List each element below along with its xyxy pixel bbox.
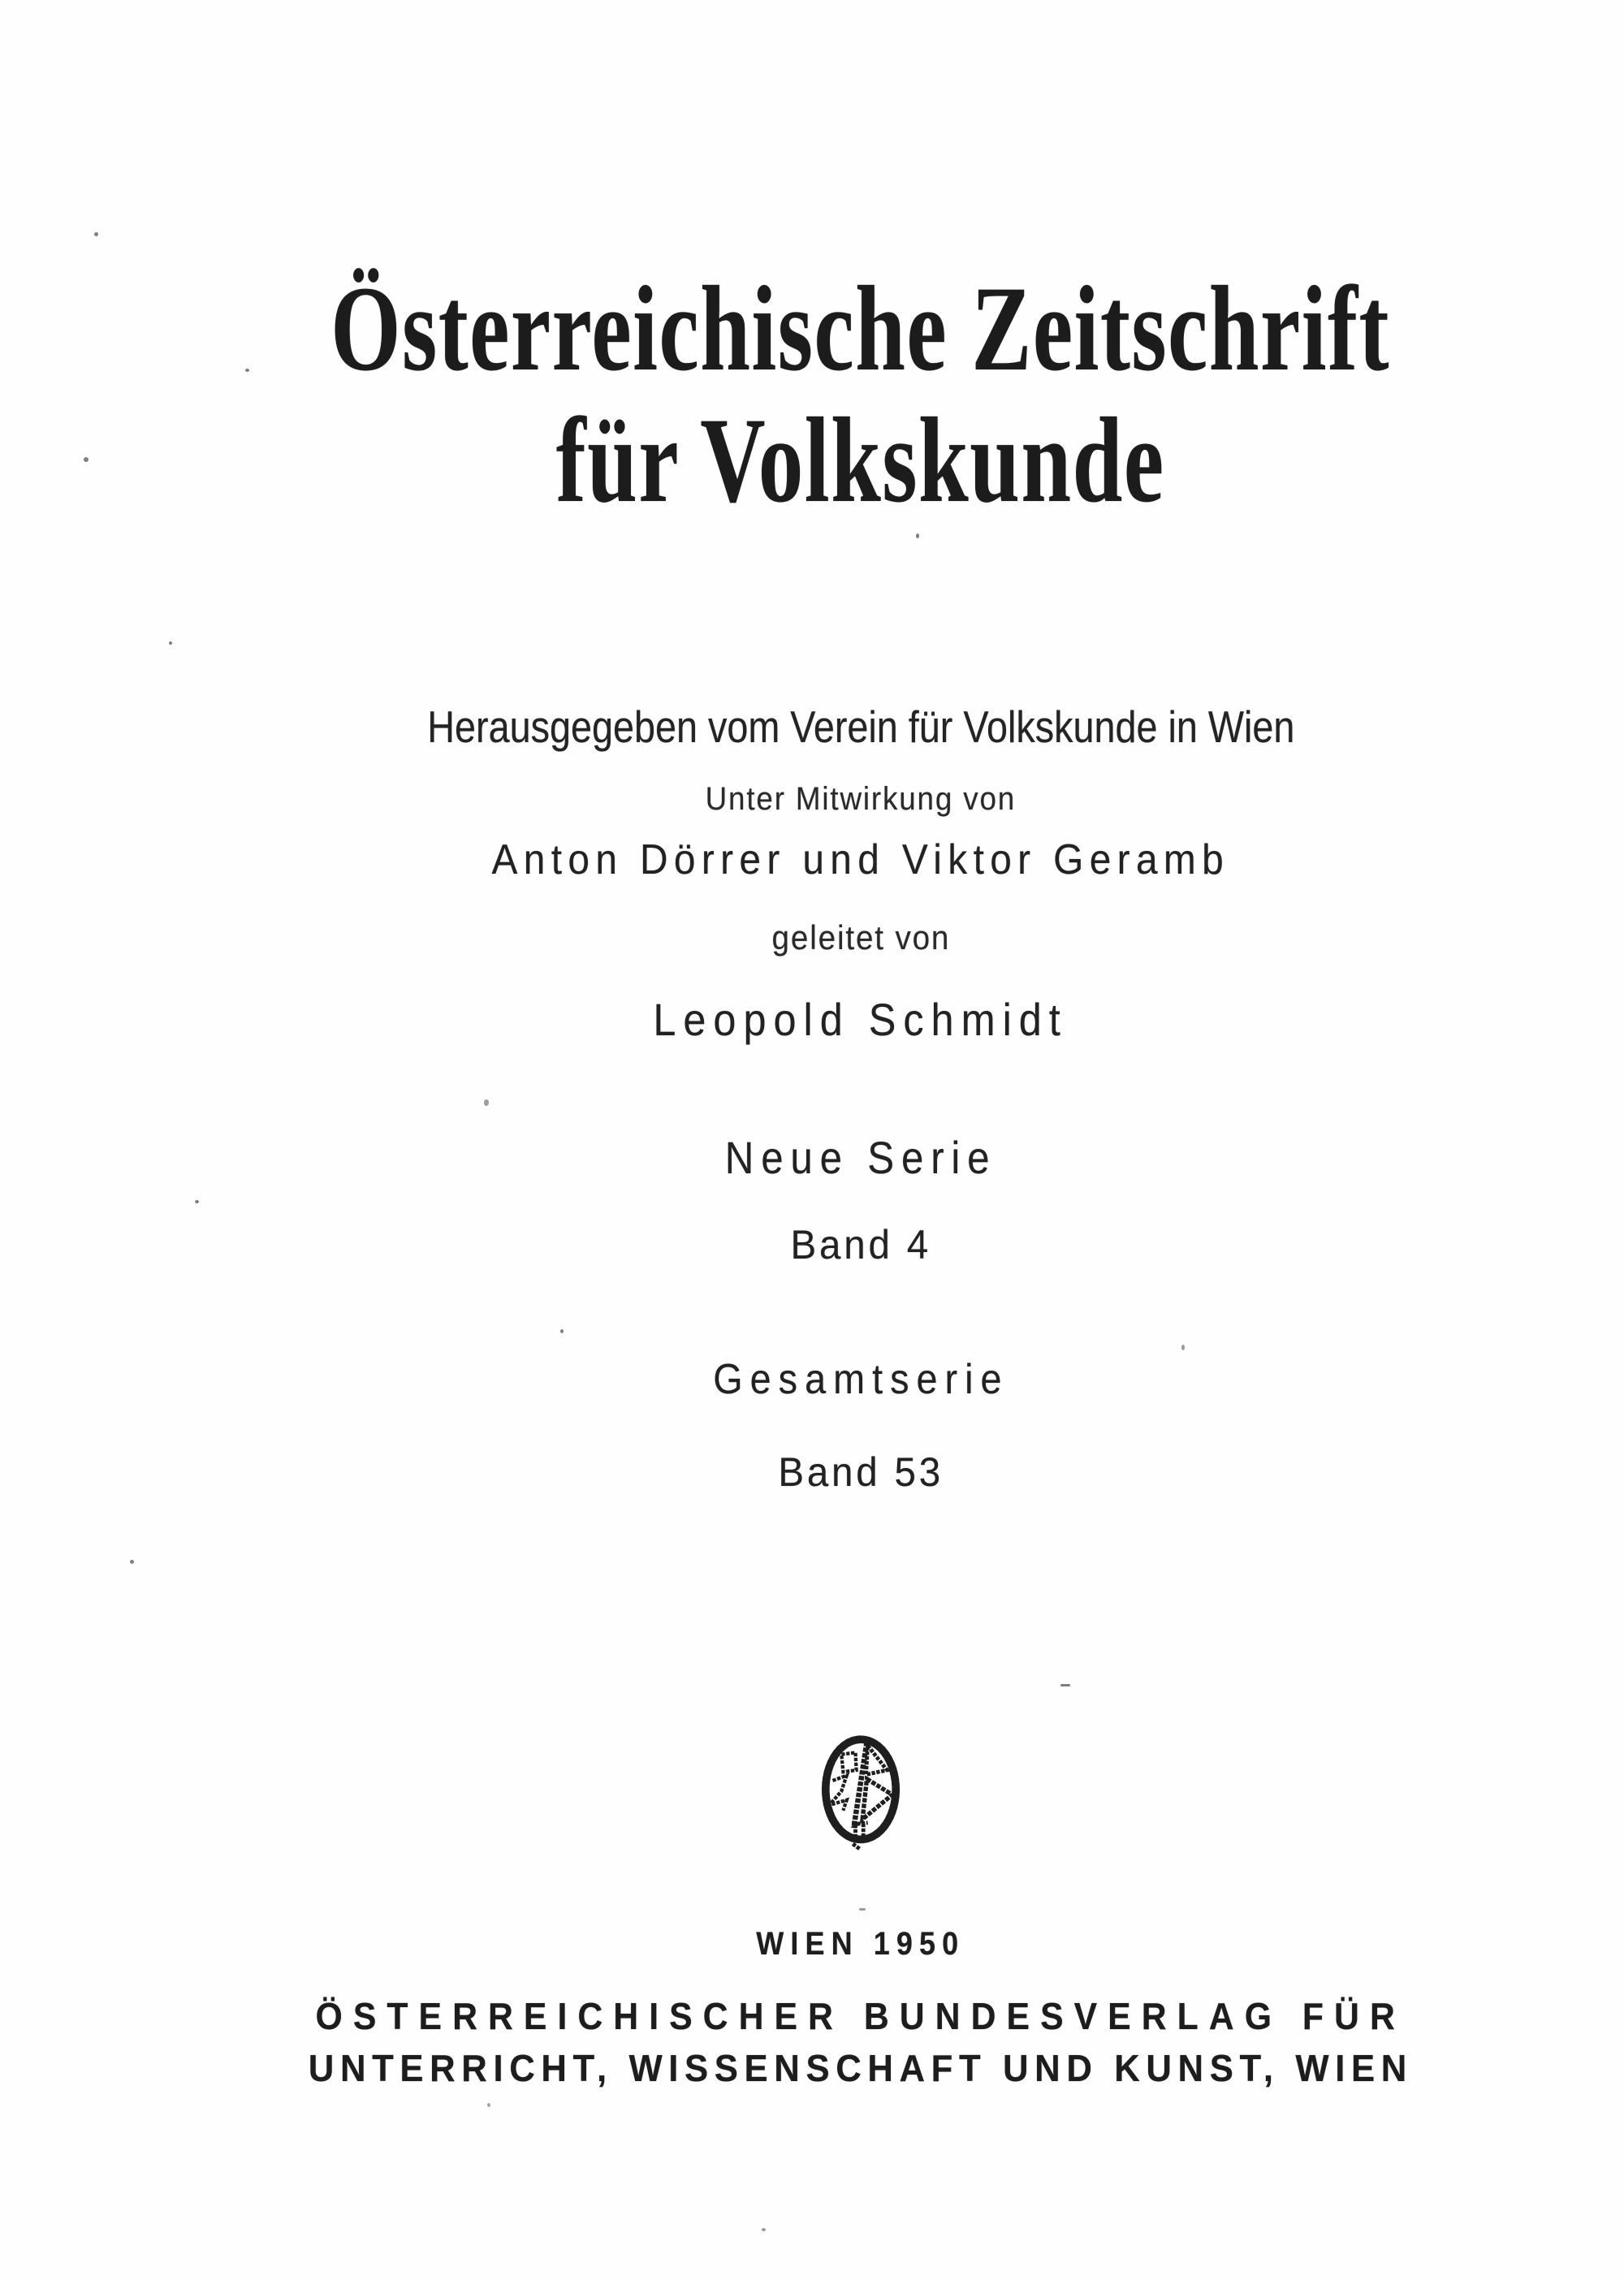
scan-speck (84, 457, 89, 462)
scan-speck (130, 1560, 134, 1564)
journal-title-line-1 (97, 261, 1624, 396)
publisher-name-line-2-text: UNTERRICHT, WISSENSCHAFT UND KUNST, WIEN (308, 2047, 1414, 2089)
publisher-name-line-2 (97, 2049, 1624, 2087)
published-by-text: Herausgegeben vom Verein für Volkskunde in Wien (426, 702, 1295, 752)
scan-speck (560, 1329, 564, 1333)
scan-speck (245, 369, 249, 372)
journal-title-line-1-text: Österreichische Zeitschrift (330, 261, 1391, 396)
place-year-line (97, 1928, 1624, 1960)
cooperation-label (97, 783, 1624, 815)
cooperation-names-text: Anton Dörrer und Viktor Geramb (491, 836, 1230, 883)
scan-speck (1181, 1345, 1185, 1350)
total-series-volume-text: Band 53 (778, 1449, 944, 1495)
total-series-label-text: Gesamtserie (712, 1356, 1009, 1403)
cooperation-label-text: Unter Mitwirkung von (705, 781, 1017, 817)
new-series-volume (97, 1224, 1624, 1265)
new-series-label (97, 1132, 1624, 1183)
new-series-label-text: Neue Serie (724, 1132, 997, 1183)
scan-speck (762, 2228, 766, 2231)
publisher-emblem-icon (817, 1726, 905, 1856)
published-by-line (97, 702, 1624, 752)
place-year-text: WIEN 1950 (756, 1926, 965, 1962)
scan-speck (916, 533, 919, 538)
journal-title-line-2-text: für Volkskunde (556, 393, 1165, 528)
cooperation-names (97, 836, 1624, 883)
scan-speck (1060, 1684, 1070, 1686)
directed-by-label (97, 918, 1624, 956)
publisher-name-line-1-text: ÖSTERREICHISCHER BUNDESVERLAG FÜR (315, 1995, 1406, 2037)
director-name-text: Leopold Schmidt (653, 994, 1069, 1045)
journal-title-line-2 (97, 393, 1624, 528)
publisher-logo (97, 1726, 1624, 1860)
director-name (97, 994, 1624, 1045)
scan-speck (484, 1099, 489, 1106)
publisher-name-line-1 (97, 1997, 1624, 2035)
scan-speck (487, 2103, 490, 2107)
directed-by-label-text: geleitet von (771, 918, 950, 956)
scan-speck (94, 232, 98, 236)
scan-speck (195, 1200, 199, 1203)
total-series-label (97, 1358, 1624, 1401)
total-series-volume (97, 1449, 1624, 1495)
scan-speck (859, 1908, 866, 1911)
new-series-volume-text: Band 4 (790, 1222, 931, 1267)
scan-speck (169, 641, 172, 645)
